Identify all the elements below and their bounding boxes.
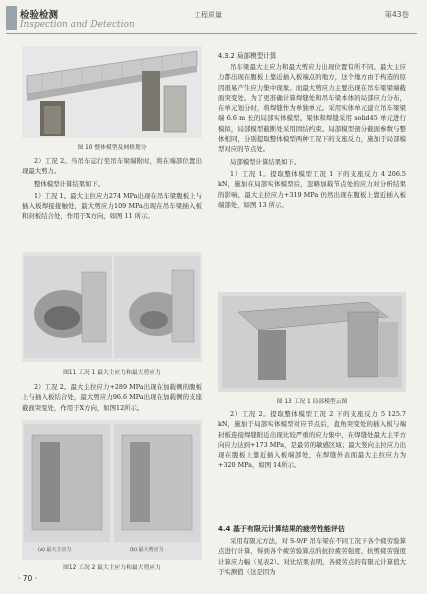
paragraph: 2）工况 2。提取整体模型工况 2 下的支座反力 5 125.7 kN，施加于局部实体模型对应节点后，直角突变处的插入板与端封板连接焊缝附近出现比较严重的应力集中，在焊缝处最大主平方向应力达到+173 MPa，是最劳的敏感区域；最大竖向主拉应力出现在腹板上靠近插入板端部处，在焊缝外表面最大主拉应力为+320 MPa，如图 14所示。	[218, 410, 406, 470]
volume-number: 第43卷	[384, 10, 409, 19]
right-text-block-1	[218, 62, 406, 212]
paragraph: 2）工况 2。当吊车运行至吊车梁端附时，将在端部位置出现最大剪力。	[22, 157, 202, 176]
section-heading-4-3-2: 4.3.2 局部模型计算	[218, 52, 277, 60]
journal-section-title-en: Inspection and Detection	[20, 20, 135, 30]
header-rule	[6, 33, 417, 34]
figure-10-image	[22, 46, 202, 138]
right-text-block-2	[218, 409, 406, 473]
paragraph: 吊车梁最大主应力和最大剪应力出现位置有所不同。最大主应力都出现在腹板上靠近插入板端点的地方，这个地方由于构造的原因很易产生应力集中现象。而最大剪应力主要出现在吊车梁梁端截面突变处。为了更准确计算焊缝处和吊车梁本体的局部应力分布，在单元划分时，将焊缝作为单独单元。采用实体单元建立吊车梁梁端 6.6 m 长的局部实体模型。梁体和焊缝采用 solid45 单元进行模拟，局部模型截断处采用固结约束。局部模型剖分截面参数与整体相同，分别提取整体模型两种工况下的支座反力，施加于局部模型对应的节点处。	[218, 63, 406, 154]
left-text-block-2	[22, 382, 202, 415]
figure-12-subcaption-a: (a) 最大主应力	[38, 547, 72, 553]
figure-13-image	[218, 292, 406, 392]
figure-12-caption: 图12 工况 2 最大主应力和最大剪应力	[63, 565, 161, 571]
paragraph: 局部模型计算结果如下。	[230, 157, 301, 166]
figure-10-caption: 图 10 整体模型及网格划分	[77, 145, 147, 151]
figure-11-image	[22, 252, 202, 362]
paragraph: 采用有限元方法，对 S-9/F 吊车梁在不同工况下各个疲劳验算点进行计算，得到各个疲劳验算点的抗拉疲劳强度、抗剪疲劳强度计算应力幅（见表2）。对比结果表明，各疲劳点的有限元计算值大于实测值（这是因为	[218, 537, 406, 576]
figure-13-caption: 图 13 工况 1 局部模型云图	[276, 399, 348, 405]
journal-name: 工程质量	[194, 11, 222, 19]
page-header	[0, 0, 427, 40]
paragraph: 整体模型计算结果如下。	[34, 179, 105, 188]
journal-section-title: 检验检测	[20, 10, 59, 21]
figure-11-caption: 图11 工况 1 最大主应力和最大剪应力	[63, 370, 161, 376]
left-text-block-1	[22, 156, 202, 224]
paragraph: 1）工况 1。最大主拉应力274 MPa出现在吊车梁腹板上与插入板焊接接触处，最大剪应力109 MPa出现在吊车梁插入板和封板结合处，作用于X方向，如图 11 所示。	[22, 191, 202, 221]
figure-12-subcaption-b: (b) 最大剪应力	[130, 547, 164, 553]
paragraph: 1）工况 1。提取整体模型工况 1 下的支座反力 4 206.5 kN，施加在局部实体模型后，忽略加载节点处的应力对分析结果的影响，最大主拉应力+319 MPa 仍然出现在腹板上靠近插入板端部处，如图 13 所示。	[218, 169, 406, 209]
right-text-block-3	[218, 536, 406, 579]
page-number: · 70 ·	[18, 574, 38, 583]
section-heading-4-4: 4.4 基于有限元计算结果的疲劳性能评估	[218, 525, 345, 533]
journal-logo	[6, 6, 17, 30]
figure-12-image	[22, 420, 202, 560]
paragraph: 2）工况 2。最大主拉应力+289 MPa出现在加载侧的腹板上与插入板结合处，最大剪应力96.6 MPa出现在加载侧的支座截面突变处，作用于X方向，如图12所示。	[22, 383, 202, 412]
